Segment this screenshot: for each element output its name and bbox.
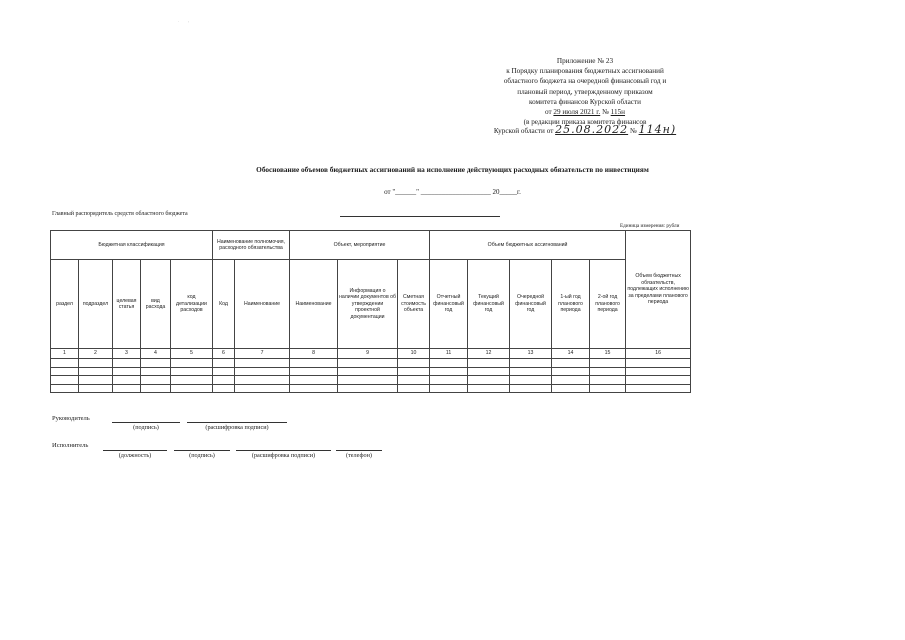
column-number: 12	[468, 349, 510, 359]
column-number: 13	[510, 349, 552, 359]
appendix-line: областного бюджета на очередной финансовый год и	[503, 77, 667, 86]
column-number: 5	[171, 349, 213, 359]
column-number: 6	[213, 349, 235, 359]
exec-position-caption: (должность)	[118, 452, 152, 459]
head-decoding-caption: (расшифровка подписи)	[205, 424, 269, 431]
object-name-header: Наименование	[290, 260, 338, 349]
table-row	[51, 367, 691, 376]
column-number: 10	[398, 349, 430, 359]
appendix-line: к Порядку планирования бюджетных ассигнований	[506, 67, 664, 76]
expense-type-header: вид расхода	[141, 260, 171, 349]
column-number: 8	[290, 349, 338, 359]
code-header: Код	[213, 260, 235, 349]
head-label: Руководитель	[52, 415, 90, 422]
group-header-row	[51, 231, 691, 260]
exec-signature-line	[174, 450, 230, 451]
name-header: Наименование	[235, 260, 290, 349]
current-year-header: Текущий финансовый год	[468, 260, 510, 349]
subsection-header: подраздел	[79, 260, 113, 349]
main-manager-label: Главный распорядитель средств областного бюджета	[52, 211, 188, 217]
appendix-line: комитета финансов Курской области	[529, 97, 641, 106]
column-number-row	[51, 349, 691, 359]
report-year-header: Отчетный финансовый год	[430, 260, 468, 349]
column-number: 2	[79, 349, 113, 359]
sub-header-row	[51, 260, 691, 349]
column-number: 15	[590, 349, 626, 359]
edition-line: (в редакции приказа комитета финансов	[523, 118, 647, 127]
column-number: 16	[626, 349, 691, 359]
obligations-limit-header: Объем бюджетных обязательств, подлежащих исполнению за пределами планового периода	[626, 231, 691, 349]
handwritten-edition-number: 114н)	[638, 123, 677, 137]
date-line: от "______" ____________________ 20_____г.	[384, 188, 521, 196]
document-title: Обоснование объемов бюджетных ассигнований на исполнение действующих расходных обязательств по инвестициям	[256, 165, 649, 174]
head-signature-line	[112, 422, 180, 423]
order-date-line: от 29 июля 2021 г. № 115н	[544, 108, 626, 117]
exec-decoding-caption: (расшифровка подписи)	[251, 452, 316, 459]
exec-phone-caption: (телефон)	[346, 452, 372, 459]
plan-year2-header: 2-ой год планового периода	[590, 260, 626, 349]
column-number: 7	[235, 349, 290, 359]
exec-decoding-line	[236, 450, 331, 451]
column-number: 11	[430, 349, 468, 359]
column-number: 4	[141, 349, 171, 359]
exec-signature-caption: (подпись)	[189, 452, 215, 459]
handwritten-edition-date: 25.08.2022	[555, 123, 629, 137]
head-decoding-line	[187, 422, 287, 423]
budget-table	[50, 230, 691, 393]
obligation-header: Наименование полномочия, расходного обязательства	[213, 231, 290, 260]
column-number: 1	[51, 349, 79, 359]
plan-year1-header: 1-ый год планового периода	[552, 260, 590, 349]
order-date: 29 июля 2021 г.	[553, 108, 601, 117]
table-row	[51, 384, 691, 393]
target-item-header: целевая статья	[113, 260, 141, 349]
docs-info-header: Информация о наличии документов об утверждении проектной документации	[338, 260, 398, 349]
table-row	[51, 376, 691, 385]
exec-position-line	[103, 450, 167, 451]
exec-label: Исполнитель	[52, 442, 89, 449]
appendix-line: плановый период, утвержденному приказом	[517, 87, 653, 96]
detail-code-header: код детализации расходов	[171, 260, 213, 349]
table-row	[51, 359, 691, 368]
head-signature-caption: (подпись)	[133, 424, 159, 431]
section-header: раздел	[51, 260, 79, 349]
object-header: Объект, мероприятие	[290, 231, 430, 260]
appendix-line: Приложение № 23	[556, 57, 614, 65]
main-manager-blank	[340, 216, 500, 217]
appendix-block	[480, 56, 690, 139]
exec-phone-line	[336, 450, 382, 451]
column-number: 3	[113, 349, 141, 359]
units-label: Единица измерения: рубли	[620, 223, 680, 229]
column-number: 14	[552, 349, 590, 359]
column-number: 9	[338, 349, 398, 359]
order-number: 115н	[610, 108, 626, 117]
edition-ref-line: Курской области от 25.08.2022 № 114н)	[493, 123, 677, 137]
scan-specks: . ,	[178, 18, 189, 23]
budget-class-header: Бюджетная классификация	[51, 231, 213, 260]
volume-header: Объем бюджетных ассигнований	[430, 231, 626, 260]
next-year-header: Очередной финансовый год	[510, 260, 552, 349]
estimate-cost-header: Сметная стоимость объекта	[398, 260, 430, 349]
